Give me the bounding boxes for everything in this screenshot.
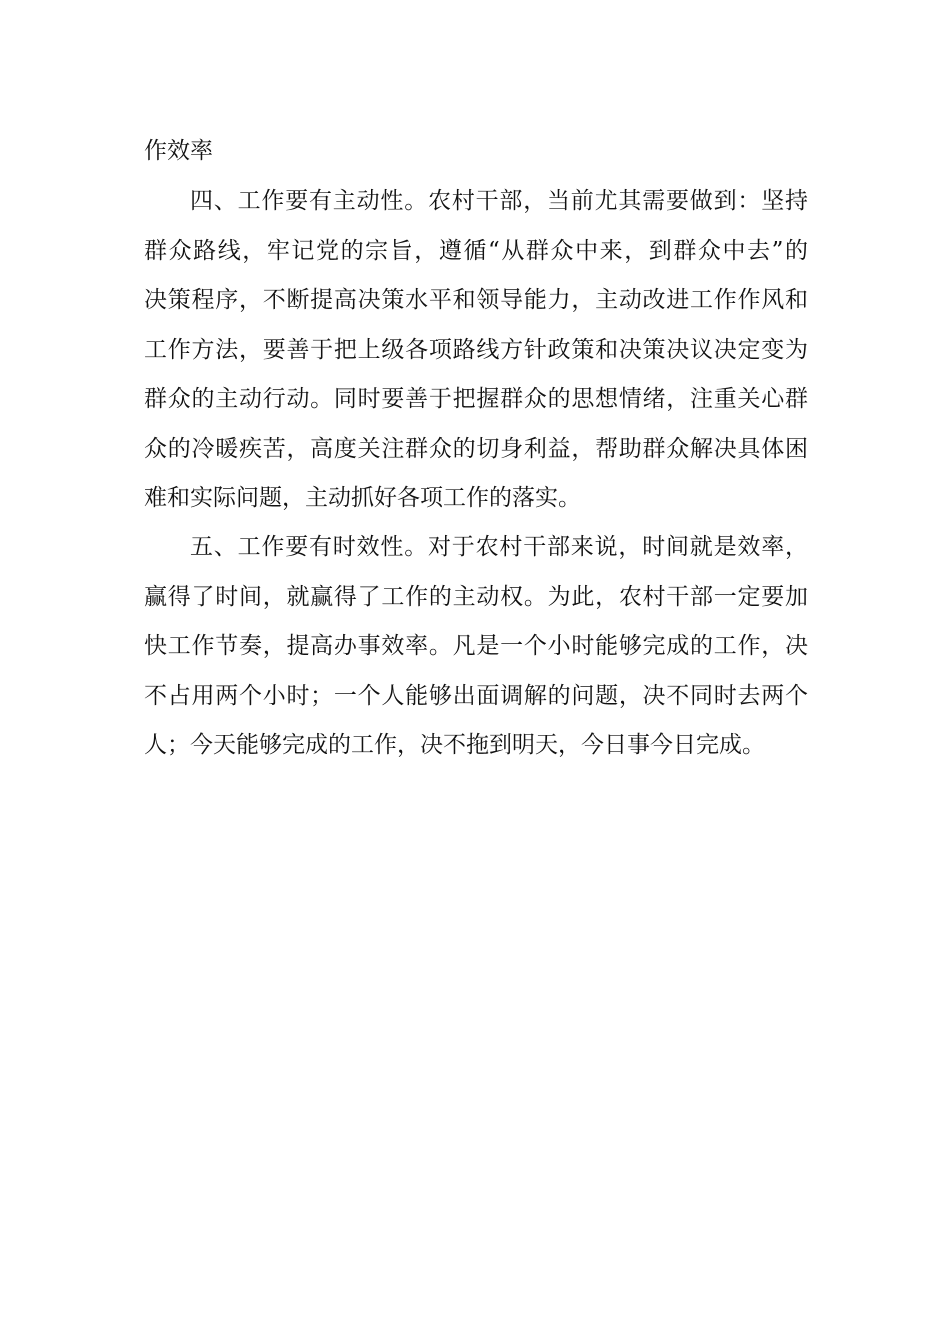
paragraph-five-heading-line: 五、工作要有时效性。对于农村干部来说，时间就是效率， <box>190 534 808 560</box>
text-line: 快工作节奏，提高办事效率。凡是一个小时能够完成的工作，决 <box>144 633 808 659</box>
text-line: 不占用两个小时；一个人能够出面调解的问题，决不同时去两个 <box>144 683 808 709</box>
text-line: 赢得了时间，就赢得了工作的主动权。为此，农村干部一定要加 <box>144 584 808 610</box>
text-line: 决策程序，不断提高决策水平和领导能力，主动改进工作作风和 <box>144 287 808 313</box>
text-line: 人；今天能够完成的工作，决不拖到明天，今日事今日完成。 <box>144 732 765 758</box>
paragraph-four-heading-line: 四、工作要有主动性。农村干部，当前尤其需要做到：坚持 <box>190 188 808 214</box>
text-line: 作效率 <box>144 138 213 164</box>
text-line: 难和实际问题，主动抓好各项工作的落实。 <box>144 485 581 511</box>
text-line: 群众路线，牢记党的宗旨，遵循“从群众中来，到群众中去”的 <box>144 238 808 264</box>
text-line: 群众的主动行动。同时要善于把握群众的思想情绪，注重关心群 <box>144 386 808 412</box>
text-line: 众的冷暖疾苦，高度关注群众的切身利益，帮助群众解决具体困 <box>144 436 808 462</box>
text-line: 工作方法，要善于把上级各项路线方针政策和决策决议决定变为 <box>144 337 808 363</box>
